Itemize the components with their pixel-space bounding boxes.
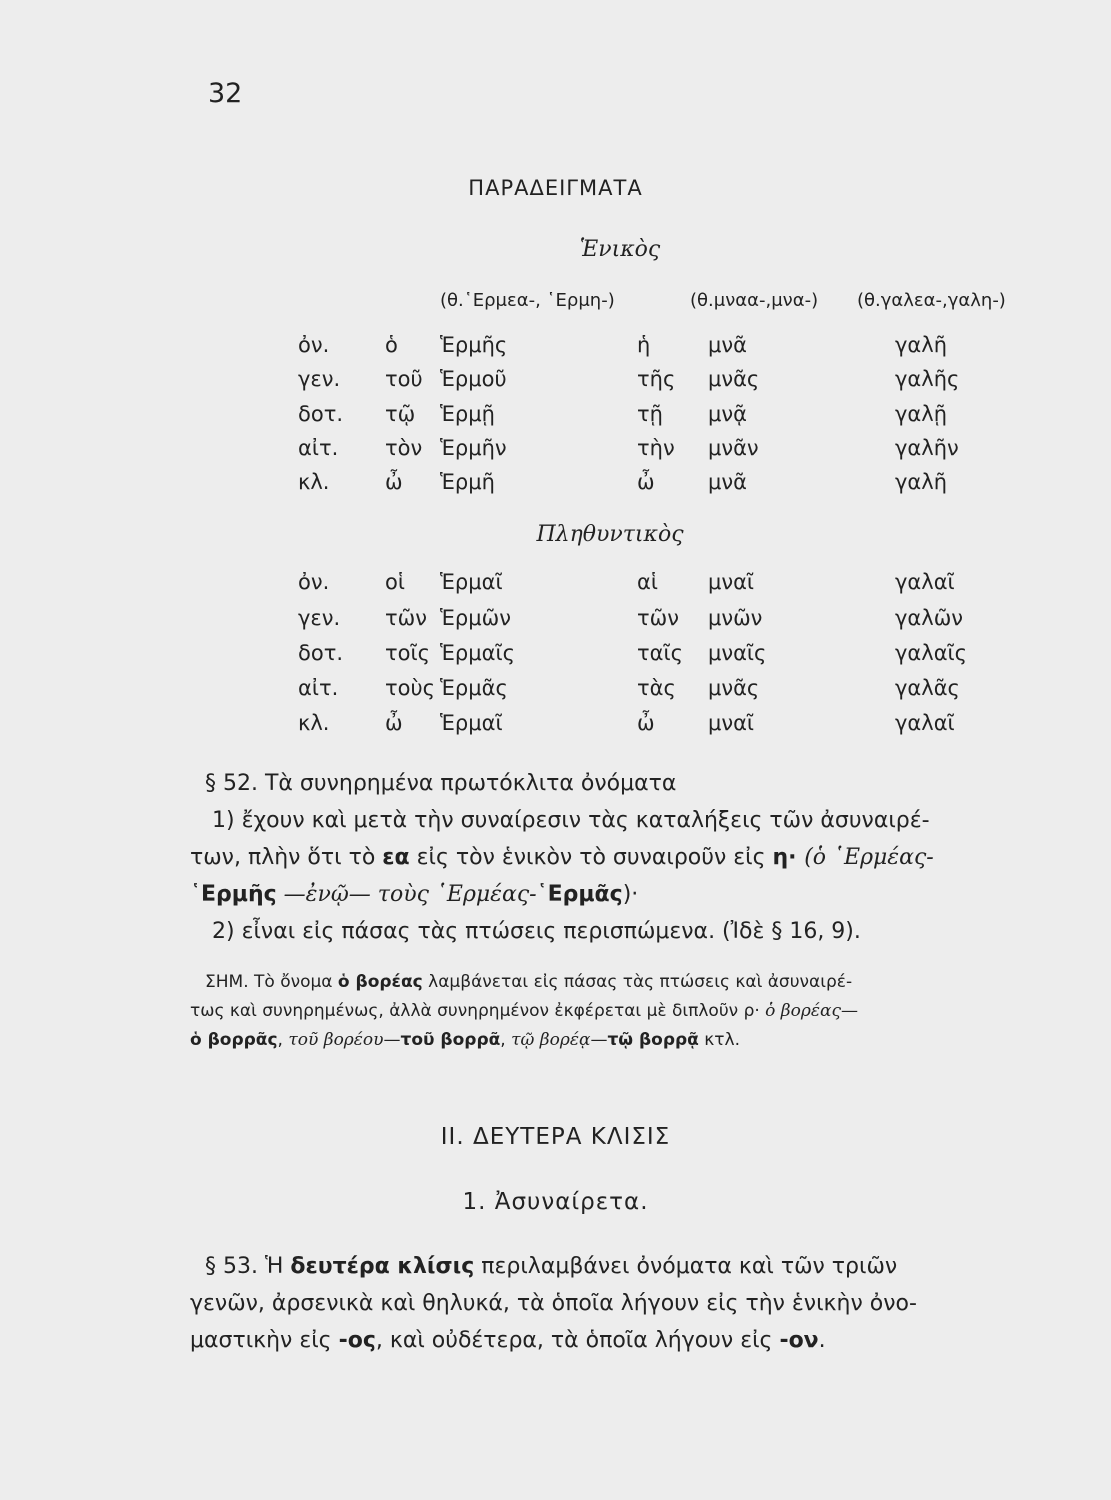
case-label: δοτ.: [298, 641, 344, 665]
noun-form: Ἑρμαῖς: [440, 641, 515, 665]
page-number: 32: [208, 78, 243, 109]
paragraph-53-line: [190, 1322, 1040, 1359]
subsection-title: 1. Ἀσυναίρετα.: [462, 1189, 649, 1215]
text-span: —: [383, 1030, 401, 1050]
page-heading: ΠΑΡΑΔΕΙΓΜΑΤΑ: [468, 176, 643, 200]
text-span: μαστικὴν εἰς: [190, 1328, 339, 1353]
noun-form: μνᾶς: [708, 367, 760, 391]
case-label: αἰτ.: [298, 676, 339, 700]
case-label: κλ.: [298, 470, 330, 494]
note-line: [205, 968, 1050, 997]
article: ὦ: [637, 711, 655, 735]
noun-form: γαλαῖς: [895, 641, 967, 665]
case-label: κλ.: [298, 711, 330, 735]
text-span: τοὺς ῾Ερμέας-: [377, 882, 537, 907]
article: τοῖς: [385, 641, 430, 665]
article: οἱ: [385, 570, 405, 594]
noun-form: Ἑρμῆς: [440, 333, 508, 357]
noun-form: γαλῆ: [895, 470, 948, 494]
article: τῶν: [385, 606, 427, 630]
noun-form: Ἑρμῆ: [440, 470, 495, 494]
text-span: τοῦ βορέου: [288, 1030, 384, 1050]
text-span: —: [590, 1030, 608, 1050]
noun-form: μναῖ: [708, 711, 755, 735]
text-span: .: [818, 1328, 826, 1353]
text-span: τῷ βορέᾳ: [511, 1030, 591, 1050]
case-label: γεν.: [298, 606, 341, 630]
article: τοὺς: [385, 676, 435, 700]
case-label: ὀν.: [298, 333, 330, 357]
stem-label: (θ.῾Ερμεα-, ῾Ερμη-): [440, 290, 615, 311]
noun-form: γαλῆν: [895, 436, 959, 460]
paragraph-52-line: § 52. Τὰ συνηρημένα πρωτόκλιτα ὀνόματα: [205, 771, 677, 796]
text-span: των, πλὴν ὅτι τὸ: [190, 845, 383, 870]
text-span: τοῦ βορρᾶ: [400, 1030, 501, 1050]
noun-form: γαλαῖ: [895, 570, 955, 594]
noun-form: Ἑρμᾶς: [440, 676, 508, 700]
case-label: γεν.: [298, 367, 341, 391]
noun-form: Ἑρμῇ: [440, 402, 495, 426]
text-span: (ὁ ῾Ερμέας-: [804, 845, 934, 870]
text-span: ΣΗΜ. Τὸ ὄνομα: [205, 972, 338, 992]
text-span: ῾Ερμᾶς: [536, 882, 623, 907]
text-span: , καὶ οὐδέτερα, τὰ ὁποῖα λήγουν εἰς: [375, 1328, 780, 1353]
noun-form: Ἑρμοῦ: [440, 367, 507, 391]
stem-label: (θ.μναα-,μνα-): [690, 290, 819, 311]
text-span: λαμβάνεται εἰς πάσας τὰς πτώσεις καὶ ἀσυναιρέ-: [422, 972, 853, 992]
noun-form: γαλῆς: [895, 367, 960, 391]
section-title: II. ΔΕΥΤΕΡΑ ΚΛΙΣΙΣ: [440, 1124, 671, 1150]
note-line: [190, 1026, 1035, 1055]
article: τῇ: [637, 402, 663, 426]
paragraph-53-line: [205, 1248, 1055, 1285]
article: τοῦ: [385, 367, 423, 391]
noun-form: μνῶν: [708, 606, 763, 630]
noun-form: μναῖ: [708, 570, 755, 594]
case-label: ὀν.: [298, 570, 330, 594]
text-span: δευτέρα κλίσις: [290, 1254, 475, 1279]
paragraph-53-line: γενῶν, ἀρσενικὰ καὶ θηλυκά, τὰ ὁποῖα λήγουν εἰς τὴν ἑνικὴν ὀνο-: [190, 1291, 917, 1316]
article: ὦ: [637, 470, 655, 494]
plural-heading: Πληθυντικὸς: [536, 522, 684, 547]
text-span: ,: [277, 1030, 289, 1050]
note-line: [190, 997, 1035, 1026]
case-label: αἰτ.: [298, 436, 339, 460]
text-span: κτλ.: [698, 1030, 740, 1050]
noun-form: Ἑρμαῖ: [440, 711, 503, 735]
paragraph-52-line: 2) εἶναι εἰς πάσας τὰς πτώσεις περισπώμενα. (Ἰδὲ § 16, 9).: [212, 919, 861, 944]
article: αἱ: [637, 570, 658, 594]
article: ταῖς: [637, 641, 683, 665]
text-span: ὁ βορρᾶς: [190, 1030, 278, 1050]
noun-form: μνᾷ: [708, 402, 747, 426]
noun-form: γαλῆ: [895, 333, 948, 357]
article: τὴν: [637, 436, 675, 460]
case-label: δοτ.: [298, 402, 344, 426]
noun-form: μνᾶ: [708, 333, 747, 357]
text-span: ,: [500, 1030, 512, 1050]
text-span: -ον: [779, 1328, 819, 1353]
article: ἡ: [637, 333, 651, 357]
article: τῆς: [637, 367, 676, 391]
text-span: -ος: [338, 1328, 376, 1353]
paragraph-52-line: [190, 876, 1040, 913]
text-span: η·: [772, 845, 805, 870]
article: ὦ: [385, 711, 403, 735]
noun-form: Ἑρμαῖ: [440, 570, 503, 594]
paragraph-52-line: 1) ἔχουν καὶ μετὰ τὴν συναίρεσιν τὰς καταλήξεις τῶν ἀσυναιρέ-: [212, 808, 930, 833]
text-span: ὁ βορέας—: [765, 1001, 858, 1021]
noun-form: γαλαῖ: [895, 711, 955, 735]
text-span: ὁ βορέας: [337, 972, 423, 992]
noun-form: γαλᾶς: [895, 676, 960, 700]
singular-heading: Ἑνικὸς: [579, 237, 661, 262]
text-span: περιλαμβάνει ὀνόματα καὶ τῶν τριῶν: [474, 1254, 898, 1279]
text-span: )·: [622, 882, 639, 907]
article: τῶν: [637, 606, 679, 630]
paragraph-52-line: [190, 839, 1040, 876]
noun-form: μνᾶ: [708, 470, 747, 494]
noun-form: μνᾶν: [708, 436, 759, 460]
article: ὁ: [385, 333, 398, 357]
article: τὰς: [637, 676, 676, 700]
noun-form: μνᾶς: [708, 676, 760, 700]
stem-label: (θ.γαλεα-,γαλη-): [857, 290, 1006, 311]
text-span: § 53. Ἡ: [205, 1254, 291, 1279]
text-span: εἰς τὸν ἑνικὸν τὸ συναιροῦν εἰς: [409, 845, 773, 870]
article: ὦ: [385, 470, 403, 494]
noun-form: Ἑρμῆν: [440, 436, 507, 460]
text-span: —ἐνῷ—: [276, 882, 378, 907]
text-span: τως καὶ συνηρημένως, ἀλλὰ συνηρημένον ἐκφέρεται μὲ διπλοῦν ρ·: [190, 1001, 766, 1021]
article: τὸν: [385, 436, 423, 460]
noun-form: Ἑρμῶν: [440, 606, 511, 630]
article: τῷ: [385, 402, 416, 426]
text-span: ῾Ερμῆς: [190, 882, 277, 907]
text-span: τῷ βορρᾷ: [607, 1030, 699, 1050]
noun-form: γαλῇ: [895, 402, 948, 426]
noun-form: γαλῶν: [895, 606, 964, 630]
noun-form: μναῖς: [708, 641, 767, 665]
text-span: εα: [382, 845, 410, 870]
